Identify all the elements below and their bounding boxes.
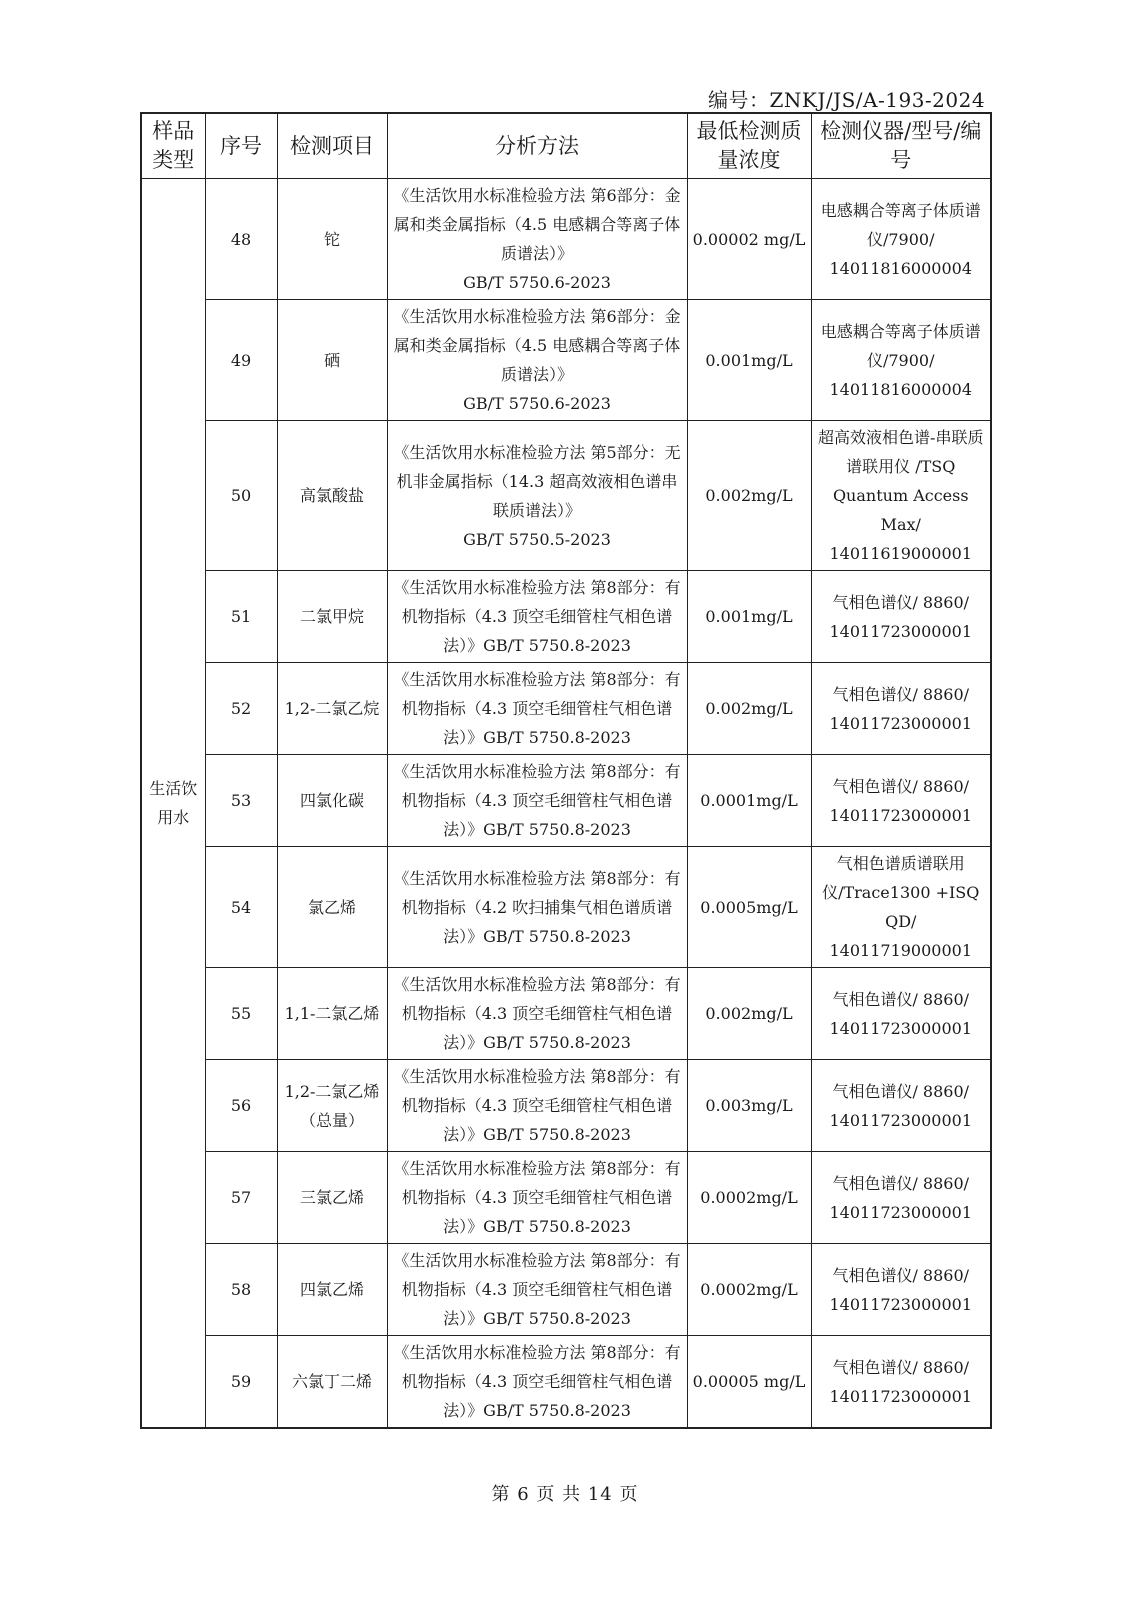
method-cell [387,571,687,663]
test-methods-table [140,112,992,1429]
item-cell: 1,2-二氯乙烯（总量） [277,1060,387,1152]
table-row [141,968,991,1060]
method-text: 《生活饮用水标准检验方法 第8部分：有机物指标（4.3 顶空毛细管柱气相色谱法）》GB/T 5750.8-2023 [393,1159,681,1236]
header-seq: 序号 [205,113,277,179]
method-text: 《生活饮用水标准检验方法 第6部分：金属和类金属指标（4.5 电感耦合等离子体质谱法）》 [393,186,681,263]
header-item: 检测项目 [277,113,387,179]
item-cell: 氯乙烯 [277,847,387,968]
item-cell: 1,1-二氯乙烯 [277,968,387,1060]
min-conc-cell: 0.0005mg/L [687,847,811,968]
seq-cell: 50 [205,421,277,571]
min-conc-cell: 0.00005 mg/L [687,1336,811,1429]
header-method: 分析方法 [387,113,687,179]
table-row [141,179,991,300]
seq-cell: 51 [205,571,277,663]
item-cell: 硒 [277,300,387,421]
method-cell [387,1060,687,1152]
method-cell [387,1152,687,1244]
method-cell [387,847,687,968]
item-cell: 二氯甲烷 [277,571,387,663]
min-conc-cell: 0.002mg/L [687,663,811,755]
min-conc-cell: 0.00002 mg/L [687,179,811,300]
table-row [141,847,991,968]
table-row [141,300,991,421]
instrument-cell: 气相色谱仪/ 8860/ 14011723000001 [811,1060,991,1152]
instrument-cell: 气相色谱仪/ 8860/ 14011723000001 [811,1336,991,1429]
header-sample-type: 样品类型 [141,113,205,179]
method-cell [387,300,687,421]
method-cell [387,968,687,1060]
method-text: 《生活饮用水标准检验方法 第8部分：有机物指标（4.2 吹扫捕集气相色谱质谱法）》GB/T 5750.8-2023 [393,868,681,946]
item-cell: 1,2-二氯乙烷 [277,663,387,755]
instrument-cell: 电感耦合等离子体质谱仪/7900/ 14011816000004 [811,179,991,300]
table-row [141,755,991,847]
method-text: 《生活饮用水标准检验方法 第8部分：有机物指标（4.3 顶空毛细管柱气相色谱法）》GB/T 5750.8-2023 [393,578,681,655]
seq-cell: 57 [205,1152,277,1244]
document-number: 编号：ZNKJ/JS/A-193-2024 [708,88,986,112]
instrument-cell: 超高效液相色谱-串联质谱联用仪 /TSQ Quantum Access Max/ 14011619000001 [811,421,991,571]
method-text: 《生活饮用水标准检验方法 第5部分：无机非金属指标（14.3 超高效液相色谱串联质谱法）》 [393,442,681,520]
method-text: 《生活饮用水标准检验方法 第8部分：有机物指标（4.3 顶空毛细管柱气相色谱法）》GB/T 5750.8-2023 [393,1251,681,1328]
method-standard: GB/T 5750.6-2023 [463,273,611,292]
instrument-cell: 气相色谱仪/ 8860/ 14011723000001 [811,755,991,847]
seq-cell: 59 [205,1336,277,1429]
seq-cell: 53 [205,755,277,847]
method-cell [387,179,687,300]
table-row [141,1336,991,1429]
method-cell [387,1244,687,1336]
min-conc-cell: 0.001mg/L [687,300,811,421]
method-text: 《生活饮用水标准检验方法 第8部分：有机物指标（4.3 顶空毛细管柱气相色谱法）》GB/T 5750.8-2023 [393,1343,681,1420]
table-row [141,1244,991,1336]
item-cell: 四氯化碳 [277,755,387,847]
min-conc-cell: 0.0002mg/L [687,1244,811,1336]
instrument-cell: 气相色谱仪/ 8860/ 14011723000001 [811,571,991,663]
seq-cell: 49 [205,300,277,421]
item-cell: 四氯乙烯 [277,1244,387,1336]
min-conc-cell: 0.002mg/L [687,968,811,1060]
table-row [141,421,991,571]
instrument-cell: 气相色谱质谱联用仪/Trace1300 +ISQ QD/ 14011719000001 [811,847,991,968]
instrument-cell: 气相色谱仪/ 8860/ 14011723000001 [811,663,991,755]
sample-type-cell: 生活饮用水 [141,179,205,1429]
method-standard: GB/T 5750.6-2023 [463,394,611,413]
method-standard: GB/T 5750.5-2023 [463,529,611,549]
page-number: 第 6 页 共 14 页 [491,1484,639,1505]
instrument-cell: 气相色谱仪/ 8860/ 14011723000001 [811,968,991,1060]
min-conc-cell: 0.0002mg/L [687,1152,811,1244]
item-cell: 六氯丁二烯 [277,1336,387,1429]
min-conc-cell: 0.002mg/L [687,421,811,571]
table-header-row [141,113,991,179]
method-text: 《生活饮用水标准检验方法 第8部分：有机物指标（4.3 顶空毛细管柱气相色谱法）》GB/T 5750.8-2023 [393,1067,681,1144]
method-text: 《生活饮用水标准检验方法 第8部分：有机物指标（4.3 顶空毛细管柱气相色谱法）》GB/T 5750.8-2023 [393,762,681,839]
method-text: 《生活饮用水标准检验方法 第8部分：有机物指标（4.3 顶空毛细管柱气相色谱法）》GB/T 5750.8-2023 [393,975,681,1052]
instrument-cell: 电感耦合等离子体质谱仪/7900/ 14011816000004 [811,300,991,421]
item-cell: 高氯酸盐 [277,421,387,571]
method-text: 《生活饮用水标准检验方法 第6部分：金属和类金属指标（4.5 电感耦合等离子体质谱法）》 [393,307,681,384]
item-cell: 三氯乙烯 [277,1152,387,1244]
min-conc-cell: 0.0001mg/L [687,755,811,847]
seq-cell: 48 [205,179,277,300]
seq-cell: 58 [205,1244,277,1336]
method-cell [387,1336,687,1429]
header-min-conc: 最低检测质量浓度 [687,113,811,179]
seq-cell: 52 [205,663,277,755]
method-cell [387,663,687,755]
method-cell [387,755,687,847]
table-row [141,1152,991,1244]
item-cell: 铊 [277,179,387,300]
method-text: 《生活饮用水标准检验方法 第8部分：有机物指标（4.3 顶空毛细管柱气相色谱法）》GB/T 5750.8-2023 [393,670,681,747]
table-row [141,1060,991,1152]
seq-cell: 56 [205,1060,277,1152]
seq-cell: 55 [205,968,277,1060]
method-cell [387,421,687,571]
min-conc-cell: 0.001mg/L [687,571,811,663]
header-instrument: 检测仪器/型号/编号 [811,113,991,179]
instrument-cell: 气相色谱仪/ 8860/ 14011723000001 [811,1244,991,1336]
seq-cell: 54 [205,847,277,968]
table-row [141,571,991,663]
min-conc-cell: 0.003mg/L [687,1060,811,1152]
table-row [141,663,991,755]
instrument-cell: 气相色谱仪/ 8860/ 14011723000001 [811,1152,991,1244]
